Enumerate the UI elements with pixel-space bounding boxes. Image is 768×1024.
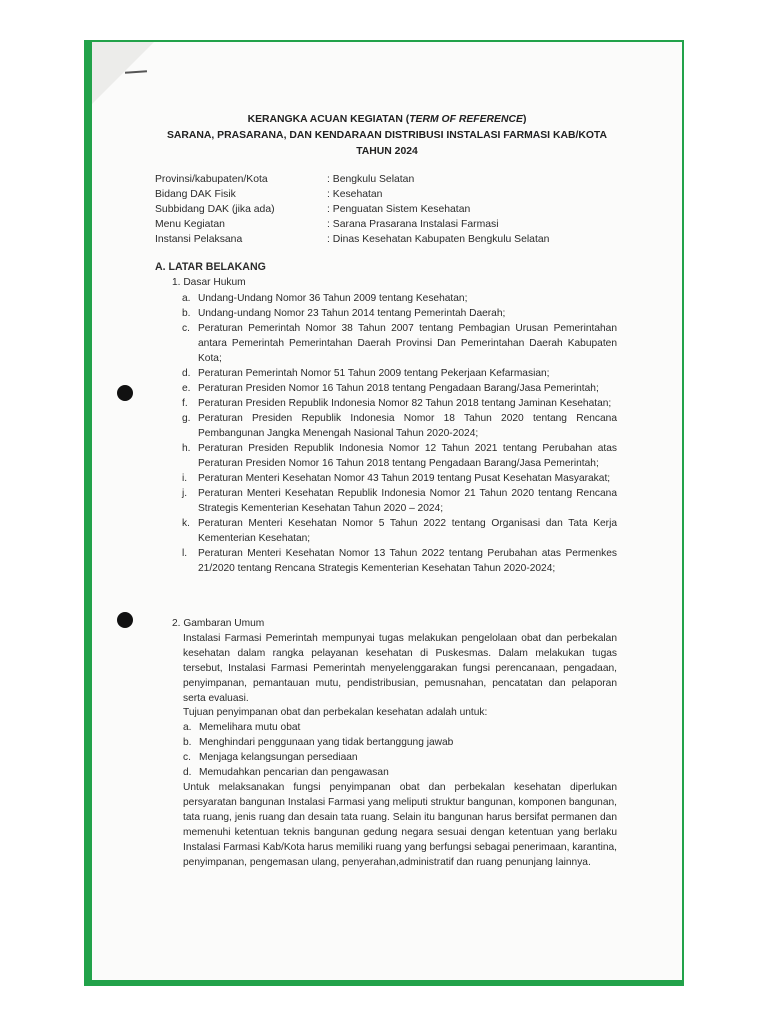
list-item: b. Undang-undang Nomor 23 Tahun 2014 tentang Pemerintah Daerah; bbox=[182, 308, 506, 319]
list-item: g. Peraturan Presiden Republik Indonesia Nomor 18 Tahun 2020 tentang Rencana Pembangunan Jangka Menengah Nasional Tahun 2020-2024; bbox=[182, 413, 617, 439]
list-item: l. Peraturan Menteri Kesehatan Nomor 13 Tahun 2022 tentang Perubahan atas Permenkes 21/2020 tentang Rencana Strategis Kementerian Kesehatan Tahun 2020-2024; bbox=[182, 548, 617, 574]
sub1-title: 1. Dasar Hukum bbox=[172, 277, 246, 288]
info-row: Menu Kegiatan : Sarana Prasarana Instalasi Farmasi bbox=[155, 219, 499, 230]
info-row: Instansi Pelaksana : Dinas Kesehatan Kabupaten Bengkulu Selatan bbox=[155, 234, 550, 245]
dasar-hukum-list bbox=[182, 291, 617, 576]
list-item: e. Peraturan Presiden Nomor 16 Tahun 2018 tentang Pengadaan Barang/Jasa Pemerintah; bbox=[182, 383, 599, 394]
punch-hole bbox=[117, 385, 133, 401]
document-page bbox=[92, 42, 682, 980]
punch-hole bbox=[117, 612, 133, 628]
header-line-3: TAHUN 2024 bbox=[356, 146, 418, 157]
document-header bbox=[92, 112, 682, 160]
tujuan-list bbox=[183, 720, 613, 780]
info-table bbox=[155, 172, 549, 247]
list-item: c. Menjaga kelangsungan persediaan bbox=[183, 752, 358, 763]
header-line-1: KERANGKA ACUAN KEGIATAN (TERM OF REFERENCE) bbox=[247, 114, 527, 125]
info-row: Provinsi/kabupaten/Kota : Bengkulu Selatan bbox=[155, 174, 415, 185]
gambaran-paragraph-2: Tujuan penyimpanan obat dan perbekalan kesehatan adalah untuk: bbox=[183, 707, 488, 718]
sub2-title: 2. Gambaran Umum bbox=[172, 618, 265, 629]
list-item: a. Memelihara mutu obat bbox=[183, 722, 301, 733]
list-item: i. Peraturan Menteri Kesehatan Nomor 43 Tahun 2019 tentang Pusat Kesehatan Masyarakat; bbox=[182, 473, 611, 484]
list-item: b. Menghindari penggunaan yang tidak bertanggung jawab bbox=[183, 737, 454, 748]
list-item: f. Peraturan Presiden Republik Indonesia Nomor 82 Tahun 2018 tentang Jaminan Kesehatan; bbox=[182, 398, 612, 409]
list-item: d. Memudahkan pencarian dan pengawasan bbox=[183, 767, 389, 778]
list-item: h. Peraturan Presiden Republik Indonesia Nomor 12 Tahun 2021 tentang Perubahan atas Peraturan Presiden Nomor 16 Tahun 2018 tentang Pengadaan Barang/Jasa Pemerintah; bbox=[182, 443, 617, 469]
list-item: a. Undang-Undang Nomor 36 Tahun 2009 tentang Kesehatan; bbox=[182, 293, 468, 304]
list-item: j. Peraturan Menteri Kesehatan Republik Indonesia Nomor 21 Tahun 2020 tentang Rencana Strategis Kementerian Kesehatan Tahun 2020 – 2024; bbox=[182, 488, 617, 514]
folded-corner bbox=[92, 42, 154, 104]
list-item: d. Peraturan Pemerintah Nomor 51 Tahun 2009 tentang Pekerjaan Kefarmasian; bbox=[182, 368, 550, 379]
info-row: Bidang DAK Fisik : Kesehatan bbox=[155, 189, 383, 200]
info-row: Subbidang DAK (jika ada) : Penguatan Sistem Kesehatan bbox=[155, 204, 471, 215]
section-a-title: A. LATAR BELAKANG bbox=[155, 261, 266, 273]
list-item: c. Peraturan Pemerintah Nomor 38 Tahun 2007 tentang Pembagian Urusan Pemerintahan antara Pemerintah Pemerintahan Daerah Provinsi Dan Pemerintahan Daerah Kabupaten Kota; bbox=[182, 323, 617, 364]
header-line-2: SARANA, PRASARANA, DAN KENDARAAN DISTRIBUSI INSTALASI FARMASI KAB/KOTA bbox=[166, 130, 608, 141]
list-item: k. Peraturan Menteri Kesehatan Nomor 5 Tahun 2022 tentang Organisasi dan Tata Kerja Kementerian Kesehatan; bbox=[182, 518, 617, 544]
gambaran-paragraph-1: Instalasi Farmasi Pemerintah mempunyai tugas melakukan pengelolaan obat dan perbekalan kesehatan dalam rangka pelayanan kesehatan di Puskesmas. Dalam melakukan tugas tersebut, Instalasi Farmasi Pemerintah menyelenggarakan fungsi perencanaan, pengadaan, penyimpanan, pemantauan mutu, pendistribusian, pemusnahan, pencatatan dan pelaporan serta evaluasi. bbox=[183, 633, 617, 704]
gambaran-paragraph-3: Untuk melaksanakan fungsi penyimpanan obat dan perbekalan kesehatan diperlukan persyaratan bangunan Instalasi Farmasi yang meliputi struktur bangunan, komponen bangunan, tata ruang, jenis ruang dan desain tata ruang. Selain itu bangunan harus bersifat permanen dan memenuhi ketentuan teknis bangunan gedung negara sesuai dengan ketentuan yang berlaku Instalasi Farmasi Kab/Kota harus memiliki ruang yang berfungsi sebagai penerimaan, karantina, penyimpanan, pengemasan ulang, penyerahan,administratif dan ruang penunjang lainnya. bbox=[183, 782, 617, 868]
